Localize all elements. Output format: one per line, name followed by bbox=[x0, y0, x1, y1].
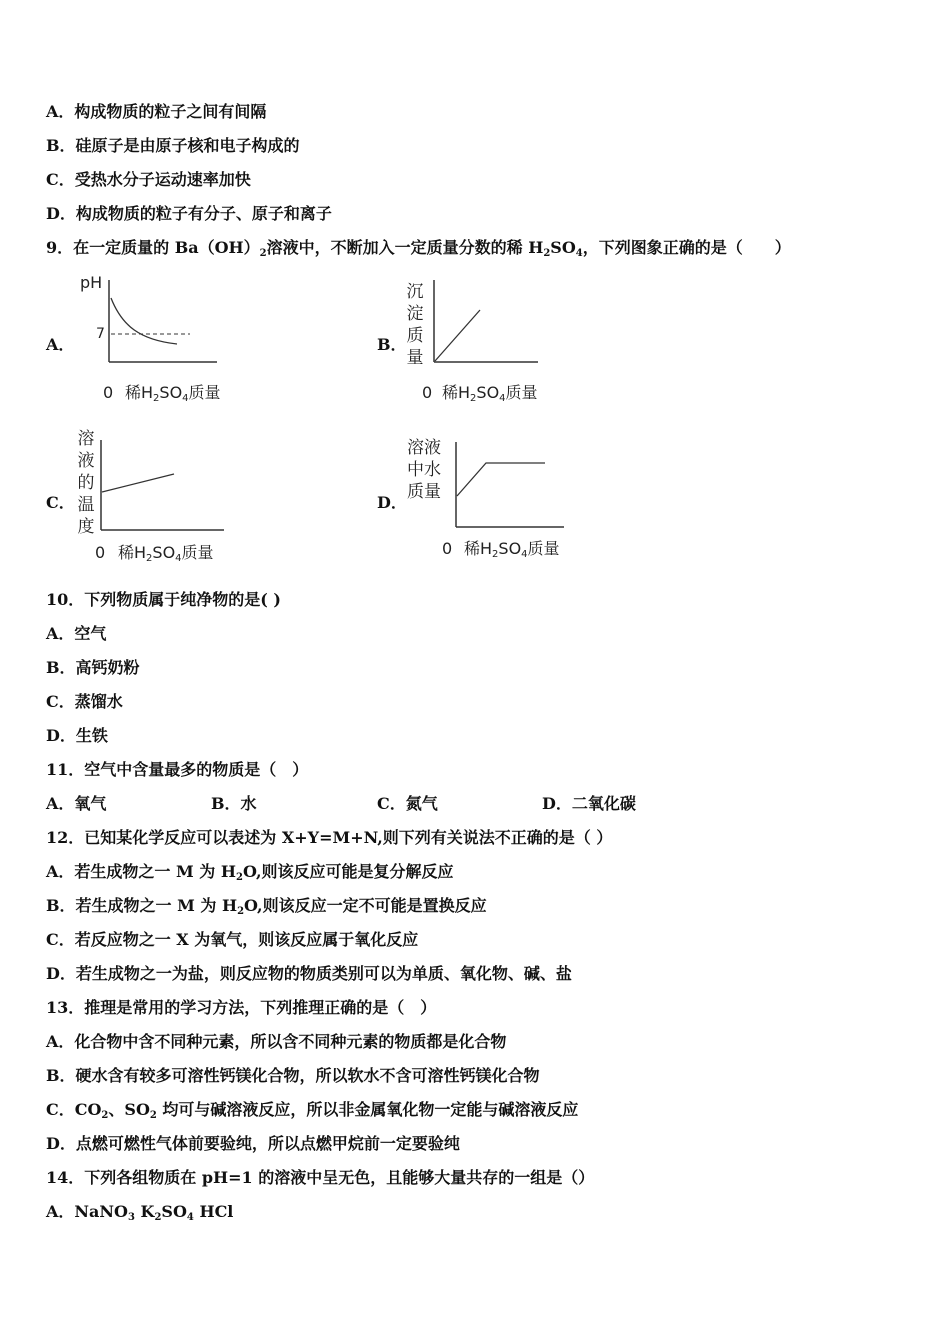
q9-graph-b bbox=[420, 270, 560, 410]
graph-c-origin: 0 bbox=[95, 543, 106, 562]
q9-option-d-label: D． bbox=[377, 493, 407, 512]
q13-option-d: D．点燃可燃性气体前要验纯，所以点燃甲烷前一定要验纯 bbox=[46, 1134, 460, 1153]
q12-option-c: C．若反应物之一 X 为氧气，则该反应属于氧化反应 bbox=[46, 930, 419, 949]
q13-option-c: C．$CO_2$、$SO_2$ 均可与碱溶液反应，所以非金属氧化物一定能与碱溶液反应 bbox=[46, 1100, 579, 1121]
graph-c-ylabel: 溶液的温度 bbox=[77, 429, 95, 537]
q10-option-a: A．空气 bbox=[46, 624, 107, 643]
q9-stem: 9．在一定质量的 $Ba(OH)_2$溶液中，不断加入一定质量分数的稀 $H_2SO_4$，下列图象正确的是（ ） bbox=[46, 238, 791, 259]
graph-a-origin: 0 bbox=[103, 383, 114, 402]
q9-graph-d bbox=[430, 430, 580, 570]
q14-stem: 14．下列各组物质在 pH=1 的溶液中呈无色，且能够大量共存的一组是（） bbox=[46, 1168, 595, 1187]
graph-c-xlabel: 稀H2SO4质量 bbox=[118, 543, 214, 564]
q13-option-a: A．化合物中含不同种元素，所以含不同种元素的物质都是化合物 bbox=[46, 1032, 507, 1051]
graph-d-origin: 0 bbox=[442, 539, 453, 558]
q10-option-b: B．高钙奶粉 bbox=[46, 658, 140, 677]
q9-option-c-label: C． bbox=[46, 493, 75, 512]
graph-a-ref-label: 7 bbox=[96, 326, 105, 342]
graph-d-ylabel: 溶液 中水 质量 bbox=[407, 438, 441, 502]
graph-d-line bbox=[457, 463, 545, 496]
q14-option-a: A．NaNO$_3$ $K_2SO_4$ HCl bbox=[46, 1202, 234, 1223]
q12-option-b: B．若生成物之一 M 为 $H_2O$,则该反应一定不可能是置换反应 bbox=[46, 896, 487, 917]
q11-option-b: B．水 bbox=[211, 794, 257, 813]
q10-option-c: C．蒸馏水 bbox=[46, 692, 123, 711]
graph-d-xlabel: 稀H2SO4质量 bbox=[464, 539, 560, 560]
graph-c-line bbox=[102, 474, 174, 492]
q9-option-b-label: B． bbox=[377, 335, 407, 354]
graph-b-origin: 0 bbox=[422, 383, 433, 402]
q12-stem: 12．已知某化学反应可以表述为 X+Y=M+N,则下列有关说法不正确的是（ ） bbox=[46, 828, 613, 847]
q12-option-d: D．若生成物之一为盐，则反应物的物质类别可以为单质、氧化物、碱、盐 bbox=[46, 964, 572, 983]
q11-option-c: C．氮气 bbox=[377, 794, 438, 813]
graph-a-xlabel: 稀H2SO4质量 bbox=[125, 383, 221, 404]
q8-option-c: C．受热水分子运动速率加快 bbox=[46, 170, 251, 189]
graph-b-line bbox=[435, 310, 480, 361]
q13-option-b: B．硬水含有较多可溶性钙镁化合物，所以软水不含可溶性钙镁化合物 bbox=[46, 1066, 540, 1085]
graph-a-ylabel: pH bbox=[80, 273, 103, 292]
graph-b-xlabel: 稀H2SO4质量 bbox=[442, 383, 538, 404]
q13-stem: 13．推理是常用的学习方法，下列推理正确的是（ ） bbox=[46, 998, 437, 1017]
q9-graph-c bbox=[90, 430, 230, 570]
graph-a-curve bbox=[111, 298, 177, 344]
q10-option-d: D．生铁 bbox=[46, 726, 108, 745]
q11-option-a: A．氧气 bbox=[46, 794, 107, 813]
graph-b-ylabel: 沉淀质量 bbox=[406, 282, 424, 368]
q8-option-b: B．硅原子是由原子核和电子构成的 bbox=[46, 136, 300, 155]
q11-option-d: D．二氧化碳 bbox=[542, 794, 636, 813]
q9-graph-a bbox=[70, 270, 240, 410]
q11-stem: 11．空气中含量最多的物质是（ ） bbox=[46, 760, 309, 779]
q12-option-a: A．若生成物之一 M 为 $H_2O$,则该反应可能是复分解反应 bbox=[46, 862, 454, 883]
q8-option-d: D．构成物质的粒子有分子、原子和离子 bbox=[46, 204, 332, 223]
q9-option-a-label: A． bbox=[46, 335, 75, 354]
q8-option-a: A．构成物质的粒子之间有间隔 bbox=[46, 102, 267, 121]
q10-stem: 10．下列物质属于纯净物的是( ) bbox=[46, 590, 281, 609]
